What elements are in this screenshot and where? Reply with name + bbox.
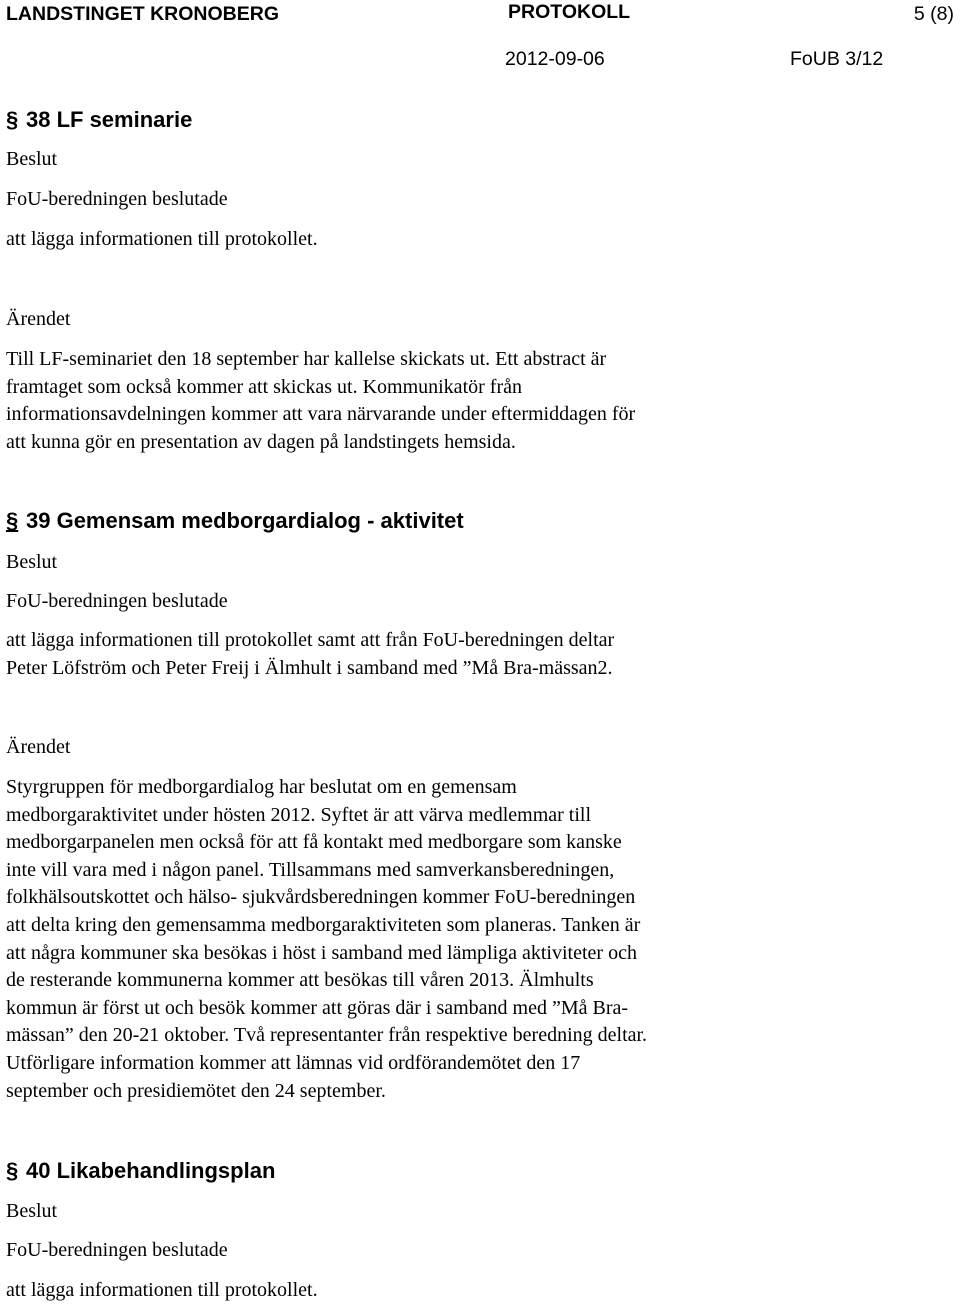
text-line: att delta kring den gemensamma medborgaraktiviteten som planeras. Tanken är: [6, 913, 641, 936]
arendet-label: Ärendet: [6, 308, 71, 330]
section-symbol: §: [6, 508, 19, 533]
text-line: Utförligare information kommer att lämnas vid ordförandemötet den 17: [6, 1051, 581, 1074]
item-title: 38 LF seminarie: [26, 107, 193, 132]
decided-by: FoU-beredningen beslutade: [6, 188, 228, 210]
decision-att: att: [6, 1279, 26, 1301]
text-line: framtaget som också kommer att skickas ut. Kommunikatör från: [6, 375, 522, 398]
text-line: folkhälsoutskottet och hälso- sjukvårdsberedningen kommer FoU-beredningen: [6, 886, 636, 909]
item-heading: [6, 106, 192, 134]
decision-text: [6, 627, 614, 682]
text-line: att några kommuner ska besökas i höst i samband med lämpliga aktiviteter och: [6, 941, 637, 964]
item-heading: [6, 507, 464, 535]
section-symbol: §: [6, 1158, 19, 1183]
arendet-text: [6, 774, 647, 1105]
decision-text: [6, 226, 318, 254]
decision-line: lägga informationen till protokollet.: [26, 1279, 318, 1301]
decision-att: att: [6, 629, 26, 651]
decision-att: att: [6, 228, 26, 250]
decision-text: [6, 1277, 318, 1305]
document-reference: FoUB 3/12: [790, 48, 884, 70]
arendet-text: [6, 346, 635, 456]
arendet-label: Ärendet: [6, 736, 71, 758]
text-line: inte vill vara med i någon panel. Tillsammans med samverkansberedningen,: [6, 858, 615, 881]
text-line: informationsavdelningen kommer att vara närvarande under eftermiddagen för: [6, 403, 636, 426]
page-number: 5 (8): [913, 3, 954, 25]
beslut-label: Beslut: [6, 551, 58, 573]
decided-by: FoU-beredningen beslutade: [6, 590, 228, 612]
section-symbol: §: [6, 107, 19, 132]
text-line: [6, 627, 614, 655]
decision-line: lägga informationen till protokollet.: [26, 228, 318, 250]
text-line: september och presidiemötet den 24 september.: [6, 1079, 386, 1102]
meeting-date: 2012-09-06: [505, 48, 605, 70]
beslut-label: Beslut: [6, 1200, 58, 1222]
text-line: Till LF-seminariet den 18 september har kallelse skickats ut. Ett abstract är: [6, 348, 607, 370]
text-line: mässan” den 20-21 oktober. Två representanter från respektive beredning deltar.: [6, 1024, 648, 1047]
decided-by: FoU-beredningen beslutade: [6, 1239, 228, 1261]
beslut-label: Beslut: [6, 148, 58, 170]
text-line: de resterande kommunerna kommer att besökas till våren 2013. Älmhults: [6, 969, 594, 992]
text-line: Peter Löfström och Peter Freij i Älmhult i samband med ”Må Bra-mässan2.: [6, 656, 613, 679]
text-line: medborgarpanelen men också för att få kontakt med medborgare som kanske: [6, 831, 622, 854]
text-line: Styrgruppen för medborgardialog har beslutat om en gemensam: [6, 776, 517, 798]
text-line: kommun är först ut och besök kommer att göras där i samband med ”Må Bra-: [6, 996, 629, 1019]
item-title: 40 Likabehandlingsplan: [26, 1158, 276, 1183]
item-heading: [6, 1157, 275, 1185]
document-type: PROTOKOLL: [508, 1, 631, 23]
decision-line: lägga informationen till protokollet samt att från FoU-beredningen deltar: [26, 629, 615, 651]
text-line: medborgaraktivitet under hösten 2012. Syftet är att värva medlemmar till: [6, 803, 592, 826]
org-name: LANDSTINGET KRONOBERG: [6, 3, 279, 25]
text-line: att kunna gör en presentation av dagen på landstingets hemsida.: [6, 430, 516, 453]
item-title: 39 Gemensam medborgardialog - aktivitet: [26, 508, 464, 533]
